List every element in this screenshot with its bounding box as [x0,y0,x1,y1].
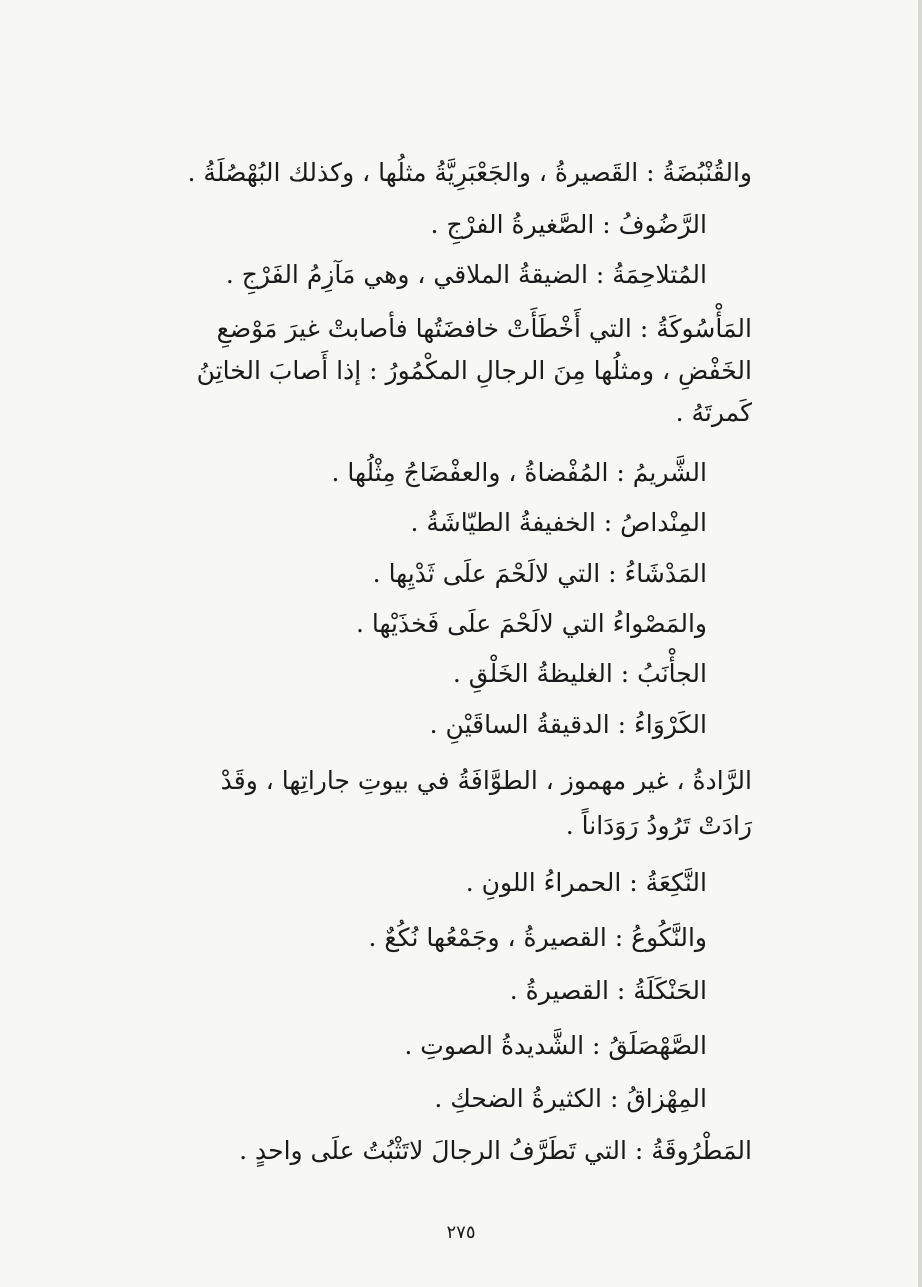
text-line: الصَّهْصَلَقُ : الشَّديدةُ الصوتِ . [404,1031,707,1060]
text-line: كَمرتَهُ . [675,398,752,427]
text-line: المَطْرُوقَةُ : التي تَطَرَّفُ الرجالَ لاتَثْبُتُ علَى واحدٍ . [239,1136,752,1165]
text-line: المَدْشَاءُ : التي لالَحْمَ علَى ثَدْيِها . [372,559,707,588]
text-line: المِهْزاقُ : الكثيرةُ الضحكِ . [434,1084,707,1113]
text-line: والقُنْبُضَةُ : القَصيرةُ ، والجَعْبَرِيَّةُ مثلُها ، وكذلك البُهْصُلَةُ . [187,158,752,187]
page-edge [918,0,922,1287]
text-line: المُتلاحِمَةُ : الضيقةُ الملاقي ، وهي مَآزِمُ الفَرْجِ . [225,260,707,289]
text-line: الجأْنَبُ : الغليظةُ الخَلْقِ . [452,659,707,688]
text-line: الشَّريمُ : المُفْضاةُ ، والعفْضَاجُ مِثْلُها . [331,458,707,487]
text-line: والمَصْواءُ التي لالَحْمَ علَى فَخذَيْها . [355,609,707,638]
text-line: رَادَتْ تَرُودُ رَوَدَاناً . [565,811,752,840]
page-number: ٢٧٥ [446,1222,476,1243]
text-line: الحَنْكَلَةُ : القصيرةُ . [509,976,707,1005]
text-line: والنَّكُوعُ : القصيرةُ ، وجَمْعُها نُكُعٌ . [368,923,707,952]
text-line: النَّكِعَةُ : الحمراءُ اللونِ . [465,868,707,897]
text-line: المَأْسُوكَةُ : التي أَخْطَأَتْ خافضَتُها فأصابتْ غيرَ مَوْضعِ [216,314,752,343]
text-line: الخَفْضِ ، ومثلُها مِنَ الرجالِ المكْمُورُ : إذا أَصابَ الخاتِنُ [196,356,752,385]
text-line: المِنْداصُ : الخفيفةُ الطيّاشَةُ . [410,508,707,537]
text-line: الكَرْوَاءُ : الدقيقةُ الساقَيْنِ . [429,710,707,739]
text-line: الرَّادةُ ، غير مهموز ، الطوَّافَةُ في بيوتِ جاراتِها ، وقَدْ [220,766,752,795]
text-line: الرَّضُوفُ : الصَّغيرةُ الفرْجِ . [430,210,707,239]
